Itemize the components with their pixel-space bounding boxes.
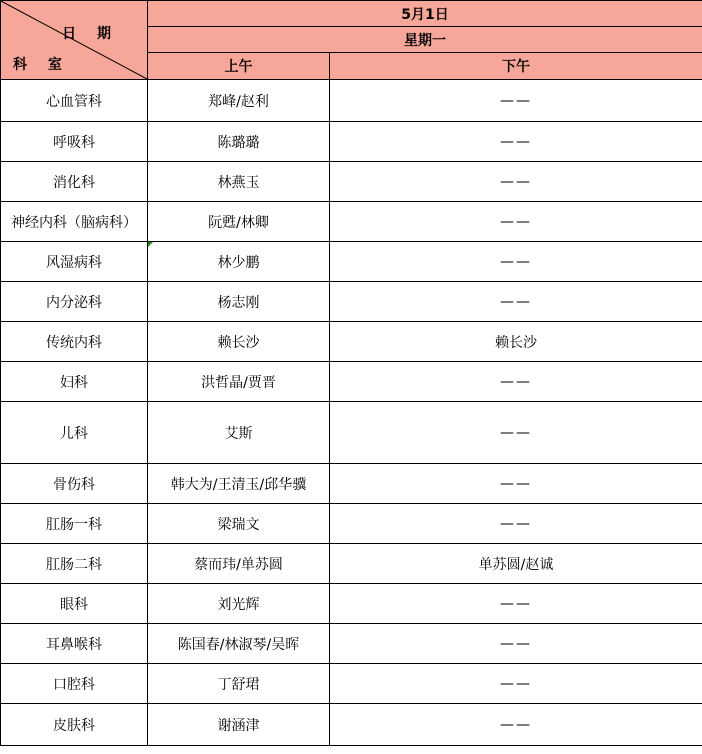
- morning-doctor-cell: 艾斯: [148, 402, 330, 464]
- header-date: 5月1日: [148, 1, 702, 27]
- afternoon-doctor-cell: ——: [330, 464, 702, 504]
- table-row: [1, 544, 702, 584]
- table-row: [1, 584, 702, 624]
- afternoon-doctor-cell: ——: [330, 162, 702, 202]
- header-morning: 上午: [148, 53, 330, 80]
- afternoon-doctor-cell: ——: [330, 282, 702, 322]
- department-cell: 肛肠一科: [1, 504, 148, 544]
- afternoon-doctor-cell: ——: [330, 704, 702, 746]
- afternoon-doctor-cell: ——: [330, 504, 702, 544]
- morning-doctor-cell: 阮甦/林卿: [148, 202, 330, 242]
- header-weekday: 星期一: [148, 27, 702, 53]
- morning-doctor-cell: 郑峰/赵利: [148, 80, 330, 122]
- department-cell: 神经内科（脑病科）: [1, 202, 148, 242]
- department-cell: 口腔科: [1, 664, 148, 704]
- morning-doctor-cell: 陈璐璐: [148, 122, 330, 162]
- morning-doctor-text: 林少鹏: [217, 254, 260, 271]
- header-corner-cell: [1, 1, 148, 80]
- morning-doctor-cell: 赖长沙: [148, 322, 330, 362]
- table-row: [1, 80, 702, 122]
- table-row: [1, 504, 702, 544]
- department-cell: 皮肤科: [1, 704, 148, 746]
- corner-label-department: 科 室: [13, 57, 70, 73]
- morning-doctor-cell: [148, 242, 330, 282]
- morning-doctor-cell: 梁瑞文: [148, 504, 330, 544]
- afternoon-doctor-cell: ——: [330, 624, 702, 664]
- table-row: [1, 664, 702, 704]
- morning-doctor-cell: 刘光辉: [148, 584, 330, 624]
- department-cell: 骨伤科: [1, 464, 148, 504]
- department-cell: 妇科: [1, 362, 148, 402]
- department-cell: 儿科: [1, 402, 148, 464]
- afternoon-doctor-cell: ——: [330, 122, 702, 162]
- morning-doctor-cell: 林燕玉: [148, 162, 330, 202]
- afternoon-doctor-cell: ——: [330, 584, 702, 624]
- table-row: [1, 624, 702, 664]
- table-row: [1, 162, 702, 202]
- department-cell: 心血管科: [1, 80, 148, 122]
- afternoon-doctor-cell: ——: [330, 202, 702, 242]
- department-cell: 风湿病科: [1, 242, 148, 282]
- morning-doctor-cell: 蔡而玮/单苏圆: [148, 544, 330, 584]
- afternoon-doctor-cell: 单苏圆/赵诚: [330, 544, 702, 584]
- cell-comment-marker-icon: [148, 242, 153, 247]
- header-afternoon: 下午: [330, 53, 702, 80]
- department-cell: 耳鼻喉科: [1, 624, 148, 664]
- department-cell: 眼科: [1, 584, 148, 624]
- department-cell: 传统内科: [1, 322, 148, 362]
- afternoon-doctor-cell: ——: [330, 664, 702, 704]
- morning-doctor-cell: 陈国春/林淑琴/吴晖: [148, 624, 330, 664]
- afternoon-doctor-cell: 赖长沙: [330, 322, 702, 362]
- morning-doctor-cell: 谢涵津: [148, 704, 330, 746]
- morning-doctor-cell: 洪哲晶/贾晋: [148, 362, 330, 402]
- table-row: [1, 402, 702, 464]
- table-row: [1, 122, 702, 162]
- department-cell: 消化科: [1, 162, 148, 202]
- morning-doctor-cell: 杨志刚: [148, 282, 330, 322]
- table-row: [1, 282, 702, 322]
- morning-doctor-cell: 韩大为/王清玉/邱华骥: [148, 464, 330, 504]
- table-row: [1, 322, 702, 362]
- afternoon-doctor-cell: ——: [330, 80, 702, 122]
- table-row: [1, 242, 702, 282]
- afternoon-doctor-cell: ——: [330, 362, 702, 402]
- morning-doctor-cell: 丁舒珺: [148, 664, 330, 704]
- department-cell: 内分泌科: [1, 282, 148, 322]
- table-row: [1, 202, 702, 242]
- table-row: [1, 704, 702, 746]
- table-row: [1, 464, 702, 504]
- table-row: [1, 362, 702, 402]
- department-cell: 肛肠二科: [1, 544, 148, 584]
- department-cell: 呼吸科: [1, 122, 148, 162]
- afternoon-doctor-cell: ——: [330, 242, 702, 282]
- afternoon-doctor-cell: ——: [330, 402, 702, 464]
- corner-label-date: 日 期: [62, 26, 119, 42]
